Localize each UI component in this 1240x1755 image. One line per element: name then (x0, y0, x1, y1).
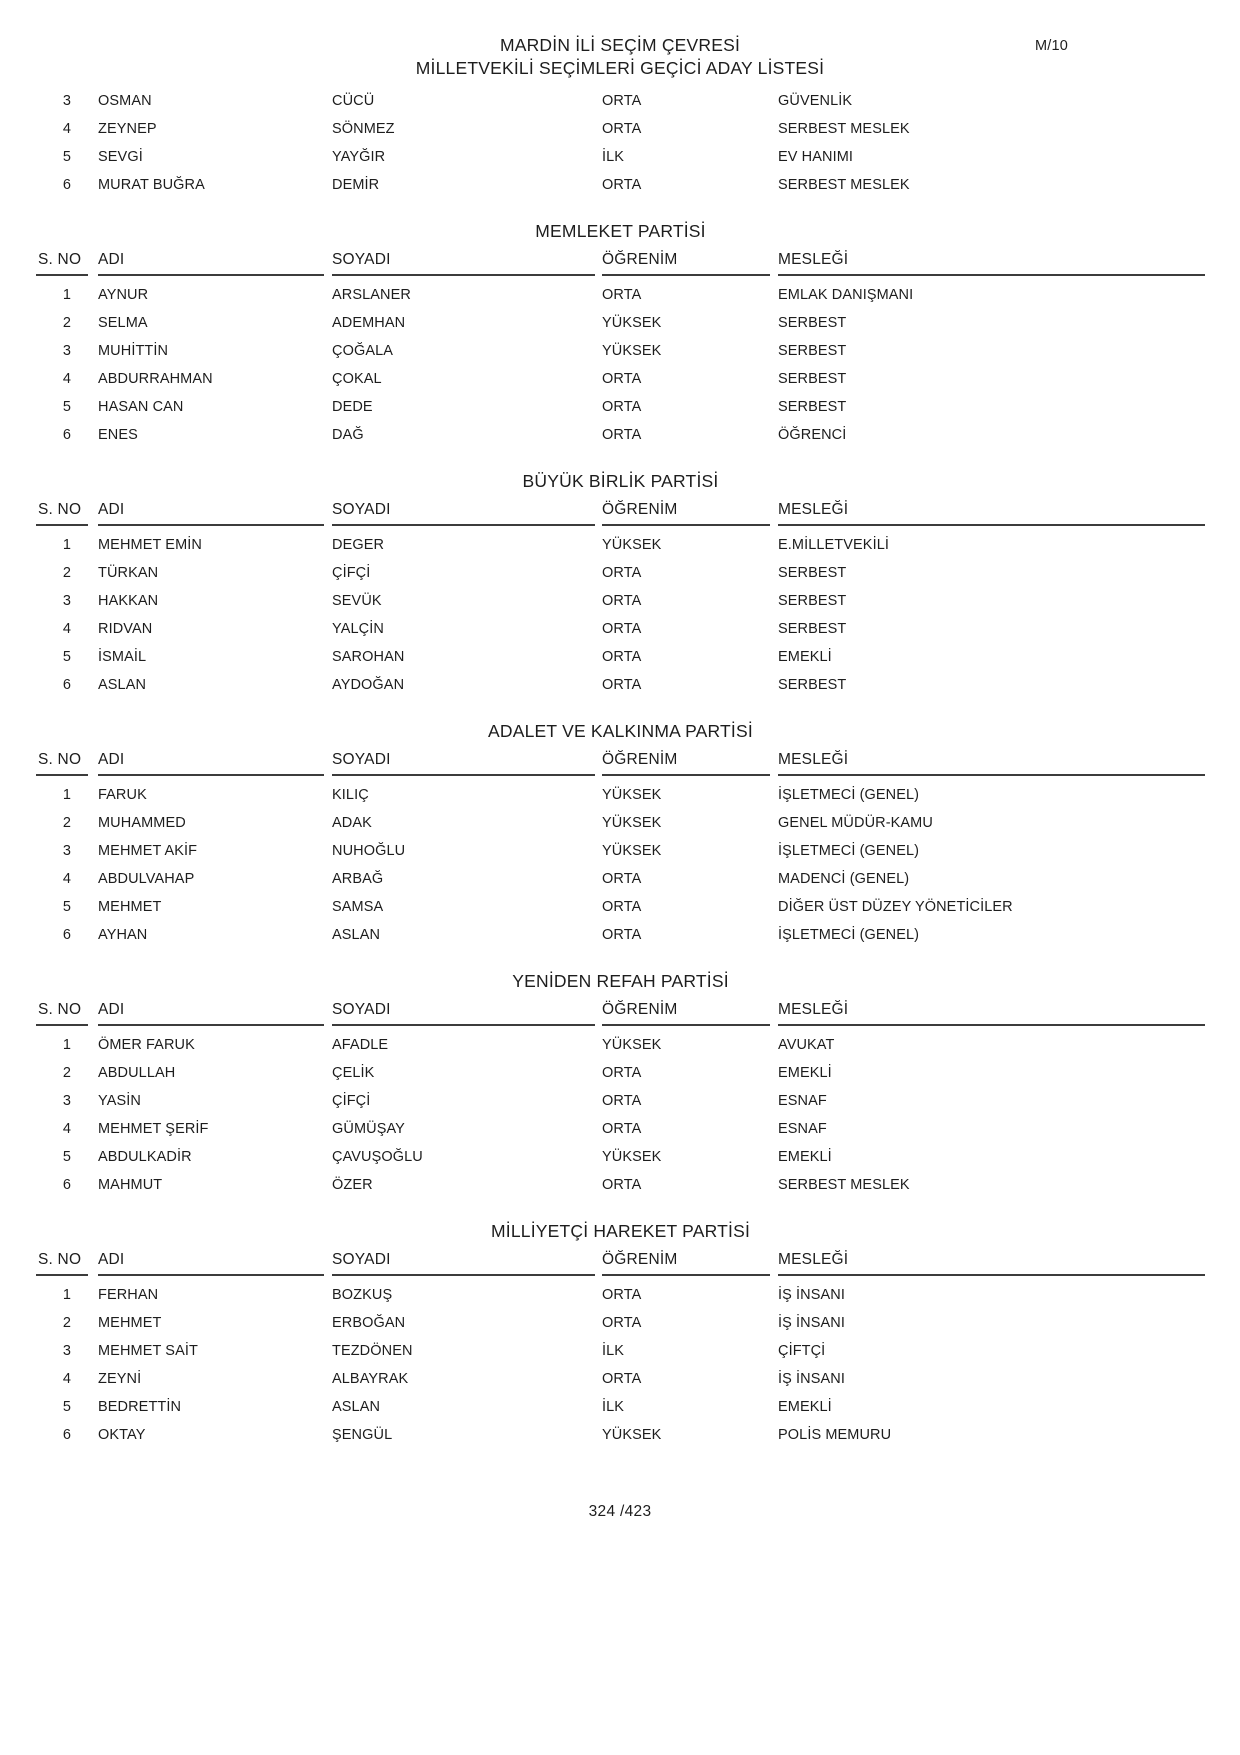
cell-ogrenim: ORTA (602, 677, 642, 693)
table-header-row (36, 501, 1205, 526)
cell-soyadi: ARSLANER (332, 287, 411, 303)
column-header-ogrenim: ÖĞRENİM (602, 1251, 770, 1276)
cell-ogrenim: ORTA (602, 1315, 642, 1331)
cell-sno: 4 (62, 1121, 72, 1137)
cell-sno: 6 (62, 1177, 72, 1193)
party-rows (36, 276, 1205, 449)
cell-meslegi: İŞLETMECİ (GENEL) (778, 787, 920, 803)
column-header-ogrenim: ÖĞRENİM (602, 251, 770, 276)
cell-sno: 5 (62, 1149, 72, 1165)
cell-ogrenim: İLK (602, 1399, 625, 1415)
column-header-adi: ADI (98, 1251, 324, 1276)
cell-meslegi: E.MİLLETVEKİLİ (778, 537, 889, 553)
cell-ogrenim: ORTA (602, 177, 642, 193)
cell-adi: ABDULVAHAP (98, 871, 195, 887)
cell-soyadi: ASLAN (332, 1399, 381, 1415)
cell-meslegi: SERBEST MESLEK (778, 1177, 910, 1193)
cell-ogrenim: ORTA (602, 427, 642, 443)
cell-ogrenim: YÜKSEK (602, 1427, 662, 1443)
cell-soyadi: AFADLE (332, 1037, 389, 1053)
cell-sno: 5 (62, 899, 72, 915)
cell-sno: 2 (62, 1315, 72, 1331)
cell-sno: 5 (62, 1399, 72, 1415)
column-header-sno: S. NO (36, 1001, 88, 1026)
cell-soyadi: ÇELİK (332, 1065, 375, 1081)
continuation-rows (36, 87, 1205, 199)
cell-sno: 1 (62, 787, 72, 803)
cell-adi: ZEYNEP (98, 121, 157, 137)
cell-meslegi: İŞLETMECİ (GENEL) (778, 843, 920, 859)
table-row (36, 365, 1205, 393)
cell-soyadi: SEVÜK (332, 593, 382, 609)
party-section (36, 1221, 1205, 1449)
cell-adi: MEHMET (98, 1315, 162, 1331)
cell-sno: 4 (62, 121, 72, 137)
cell-meslegi: EMLAK DANIŞMANI (778, 287, 914, 303)
cell-meslegi: İŞ İNSANI (778, 1287, 845, 1303)
cell-ogrenim: YÜKSEK (602, 843, 662, 859)
column-header-adi: ADI (98, 751, 324, 776)
cell-meslegi: EMEKLİ (778, 649, 832, 665)
party-sections (0, 221, 1240, 1449)
cell-sno: 1 (62, 287, 72, 303)
table-row (36, 837, 1205, 865)
cell-meslegi: SERBEST (778, 621, 847, 637)
cell-ogrenim: ORTA (602, 565, 642, 581)
cell-meslegi: EMEKLİ (778, 1149, 832, 1165)
column-header-soyadi: SOYADI (332, 251, 595, 276)
cell-soyadi: ÇOKAL (332, 371, 382, 387)
party-section (36, 471, 1205, 699)
table-row (36, 1171, 1205, 1199)
table-row (36, 1365, 1205, 1393)
table-row (36, 421, 1205, 449)
party-title: MEMLEKET PARTİSİ (535, 221, 706, 241)
cell-meslegi: SERBEST (778, 593, 847, 609)
table-row (36, 865, 1205, 893)
table-header-row (36, 1251, 1205, 1276)
cell-meslegi: İŞ İNSANI (778, 1371, 845, 1387)
column-header-ogrenim: ÖĞRENİM (602, 1001, 770, 1026)
cell-soyadi: DAĞ (332, 427, 364, 443)
cell-meslegi: MADENCİ (GENEL) (778, 871, 910, 887)
cell-meslegi: İŞ İNSANI (778, 1315, 845, 1331)
cell-adi: RIDVAN (98, 621, 153, 637)
cell-ogrenim: ORTA (602, 1371, 642, 1387)
table-header-row (36, 251, 1205, 276)
cell-ogrenim: YÜKSEK (602, 1149, 662, 1165)
column-header-meslegi: MESLEĞİ (778, 1001, 1205, 1026)
cell-meslegi: ÇİFTÇİ (778, 1343, 826, 1359)
cell-soyadi: ÇİFÇİ (332, 1093, 371, 1109)
cell-meslegi: AVUKAT (778, 1037, 835, 1053)
cell-ogrenim: ORTA (602, 399, 642, 415)
cell-meslegi: POLİS MEMURU (778, 1427, 892, 1443)
cell-soyadi: YALÇİN (332, 621, 384, 637)
cell-ogrenim: YÜKSEK (602, 1037, 662, 1053)
table-row (36, 337, 1205, 365)
table-row (36, 1115, 1205, 1143)
cell-soyadi: ADEMHAN (332, 315, 406, 331)
column-header-adi: ADI (98, 1001, 324, 1026)
party-rows (36, 1276, 1205, 1449)
cell-soyadi: YAYĞIR (332, 149, 386, 165)
table-row (36, 809, 1205, 837)
cell-meslegi: SERBEST (778, 677, 847, 693)
cell-sno: 3 (62, 593, 72, 609)
cell-adi: FARUK (98, 787, 147, 803)
party-title: MİLLİYETÇİ HAREKET PARTİSİ (490, 1221, 751, 1241)
cell-sno: 6 (62, 677, 72, 693)
cell-soyadi: SAROHAN (332, 649, 405, 665)
cell-adi: BEDRETTİN (98, 1399, 182, 1415)
table-row (36, 115, 1205, 143)
column-header-sno: S. NO (36, 501, 88, 526)
page-code: M/10 (1034, 38, 1068, 54)
cell-ogrenim: ORTA (602, 121, 642, 137)
cell-adi: MEHMET EMİN (98, 537, 202, 553)
cell-adi: MUHAMMED (98, 815, 186, 831)
cell-adi: MUHİTTİN (98, 343, 169, 359)
cell-soyadi: ERBOĞAN (332, 1315, 406, 1331)
cell-meslegi: EMEKLİ (778, 1065, 832, 1081)
cell-soyadi: NUHOĞLU (332, 843, 406, 859)
cell-sno: 3 (62, 343, 72, 359)
cell-adi: HAKKAN (98, 593, 159, 609)
cell-ogrenim: YÜKSEK (602, 315, 662, 331)
cell-soyadi: ÖZER (332, 1177, 373, 1193)
cell-soyadi: ÇOĞALA (332, 343, 394, 359)
cell-meslegi: GENEL MÜDÜR-KAMU (778, 815, 933, 831)
cell-meslegi: SERBEST (778, 565, 847, 581)
table-row (36, 615, 1205, 643)
table-row (36, 1059, 1205, 1087)
cell-soyadi: BOZKUŞ (332, 1287, 393, 1303)
cell-ogrenim: YÜKSEK (602, 537, 662, 553)
cell-ogrenim: İLK (602, 1343, 625, 1359)
cell-meslegi: SERBEST (778, 343, 847, 359)
cell-ogrenim: ORTA (602, 1093, 642, 1109)
party-rows (36, 526, 1205, 699)
column-header-soyadi: SOYADI (332, 751, 595, 776)
cell-soyadi: ADAK (332, 815, 372, 831)
cell-adi: ABDURRAHMAN (98, 371, 213, 387)
cell-meslegi: SERBEST (778, 399, 847, 415)
cell-soyadi: SÖNMEZ (332, 121, 395, 137)
table-row (36, 781, 1205, 809)
cell-sno: 1 (62, 1287, 72, 1303)
cell-sno: 2 (62, 565, 72, 581)
cell-sno: 4 (62, 371, 72, 387)
cell-ogrenim: ORTA (602, 1287, 642, 1303)
column-header-sno: S. NO (36, 751, 88, 776)
table-row (36, 1143, 1205, 1171)
cell-meslegi: GÜVENLİK (778, 93, 853, 109)
cell-sno: 1 (62, 1037, 72, 1053)
table-row (36, 1031, 1205, 1059)
cell-meslegi: EMEKLİ (778, 1399, 832, 1415)
cell-adi: MURAT BUĞRA (98, 177, 205, 193)
column-header-meslegi: MESLEĞİ (778, 1251, 1205, 1276)
cell-sno: 3 (62, 1093, 72, 1109)
table-row (36, 143, 1205, 171)
party-section (36, 721, 1205, 949)
page-title-line1: MARDİN İLİ SEÇİM ÇEVRESİ (499, 35, 741, 55)
cell-soyadi: KILIÇ (332, 787, 369, 803)
cell-adi: İSMAİL (98, 649, 147, 665)
cell-adi: ÖMER FARUK (98, 1037, 195, 1053)
cell-ogrenim: ORTA (602, 899, 642, 915)
cell-adi: SELMA (98, 315, 148, 331)
column-header-adi: ADI (98, 501, 324, 526)
table-row (36, 587, 1205, 615)
cell-sno: 4 (62, 621, 72, 637)
page-title-line2: MİLLETVEKİLİ SEÇİMLERİ GEÇİCİ ADAY LİSTESİ (415, 58, 825, 78)
cell-soyadi: CÜCÜ (332, 93, 375, 109)
cell-soyadi: ÇAVUŞOĞLU (332, 1149, 423, 1165)
cell-soyadi: AYDOĞAN (332, 677, 405, 693)
table-row (36, 281, 1205, 309)
cell-sno: 3 (62, 843, 72, 859)
cell-soyadi: ŞENGÜL (332, 1427, 393, 1443)
cell-adi: ABDULLAH (98, 1065, 176, 1081)
cell-ogrenim: ORTA (602, 1177, 642, 1193)
cell-ogrenim: YÜKSEK (602, 343, 662, 359)
cell-adi: ENES (98, 427, 138, 443)
page-number: 324 /423 (588, 1503, 652, 1520)
table-header-row (36, 751, 1205, 776)
table-row (36, 393, 1205, 421)
table-row (36, 531, 1205, 559)
cell-soyadi: DEDE (332, 399, 373, 415)
cell-ogrenim: ORTA (602, 593, 642, 609)
cell-adi: MEHMET ŞERİF (98, 1121, 209, 1137)
cell-sno: 2 (62, 315, 72, 331)
column-header-ogrenim: ÖĞRENİM (602, 501, 770, 526)
table-row (36, 893, 1205, 921)
cell-adi: AYNUR (98, 287, 149, 303)
column-header-soyadi: SOYADI (332, 501, 595, 526)
cell-meslegi: SERBEST MESLEK (778, 121, 910, 137)
cell-sno: 5 (62, 149, 72, 165)
cell-sno: 1 (62, 537, 72, 553)
cell-adi: ABDULKADİR (98, 1149, 192, 1165)
cell-adi: ASLAN (98, 677, 147, 693)
cell-sno: 4 (62, 1371, 72, 1387)
table-row (36, 309, 1205, 337)
cell-meslegi: İŞLETMECİ (GENEL) (778, 927, 920, 943)
cell-adi: SEVGİ (98, 149, 143, 165)
cell-adi: YASİN (98, 1093, 141, 1109)
table-row (36, 559, 1205, 587)
table-header-row (36, 1001, 1205, 1026)
table-row (36, 1309, 1205, 1337)
cell-meslegi: SERBEST MESLEK (778, 177, 910, 193)
cell-ogrenim: YÜKSEK (602, 787, 662, 803)
cell-sno: 2 (62, 815, 72, 831)
cell-sno: 6 (62, 1427, 72, 1443)
column-header-soyadi: SOYADI (332, 1251, 595, 1276)
column-header-meslegi: MESLEĞİ (778, 501, 1205, 526)
table-row (36, 1337, 1205, 1365)
party-title: YENİDEN REFAH PARTİSİ (512, 971, 729, 991)
party-title: ADALET VE KALKINMA PARTİSİ (488, 721, 753, 741)
table-row (36, 171, 1205, 199)
cell-ogrenim: YÜKSEK (602, 815, 662, 831)
party-rows (36, 776, 1205, 949)
party-title: BÜYÜK BİRLİK PARTİSİ (522, 471, 719, 491)
column-header-soyadi: SOYADI (332, 1001, 595, 1026)
cell-adi: MAHMUT (98, 1177, 163, 1193)
cell-meslegi: DİĞER ÜST DÜZEY YÖNETİCİLER (778, 899, 1013, 915)
column-header-meslegi: MESLEĞİ (778, 751, 1205, 776)
cell-sno: 6 (62, 427, 72, 443)
column-header-sno: S. NO (36, 251, 88, 276)
cell-ogrenim: ORTA (602, 871, 642, 887)
cell-soyadi: ARBAĞ (332, 871, 384, 887)
cell-sno: 3 (62, 1343, 72, 1359)
cell-adi: MEHMET SAİT (98, 1343, 198, 1359)
cell-meslegi: SERBEST (778, 371, 847, 387)
table-row (36, 1421, 1205, 1449)
cell-adi: MEHMET (98, 899, 162, 915)
cell-ogrenim: ORTA (602, 371, 642, 387)
cell-ogrenim: ORTA (602, 1065, 642, 1081)
column-header-sno: S. NO (36, 1251, 88, 1276)
cell-ogrenim: ORTA (602, 927, 642, 943)
cell-soyadi: GÜMÜŞAY (332, 1121, 405, 1137)
party-section (36, 971, 1205, 1199)
column-header-meslegi: MESLEĞİ (778, 251, 1205, 276)
cell-adi: OKTAY (98, 1427, 146, 1443)
table-row (36, 921, 1205, 949)
cell-ogrenim: ORTA (602, 287, 642, 303)
cell-sno: 6 (62, 177, 72, 193)
cell-meslegi: SERBEST (778, 315, 847, 331)
cell-ogrenim: İLK (602, 149, 625, 165)
cell-meslegi: EV HANIMI (778, 149, 854, 165)
column-header-adi: ADI (98, 251, 324, 276)
cell-sno: 5 (62, 399, 72, 415)
table-row (36, 671, 1205, 699)
cell-soyadi: ÇİFÇİ (332, 565, 371, 581)
table-row (36, 1393, 1205, 1421)
cell-soyadi: TEZDÖNEN (332, 1343, 413, 1359)
cell-soyadi: SAMSA (332, 899, 384, 915)
table-row (36, 1087, 1205, 1115)
cell-adi: TÜRKAN (98, 565, 159, 581)
cell-adi: FERHAN (98, 1287, 159, 1303)
cell-ogrenim: ORTA (602, 621, 642, 637)
cell-sno: 6 (62, 927, 72, 943)
cell-sno: 4 (62, 871, 72, 887)
table-row (36, 1281, 1205, 1309)
cell-soyadi: DEGER (332, 537, 385, 553)
table-row (36, 643, 1205, 671)
cell-adi: HASAN CAN (98, 399, 184, 415)
column-header-ogrenim: ÖĞRENİM (602, 751, 770, 776)
table-row (36, 87, 1205, 115)
cell-meslegi: ESNAF (778, 1093, 827, 1109)
cell-soyadi: ASLAN (332, 927, 381, 943)
cell-ogrenim: ORTA (602, 93, 642, 109)
cell-soyadi: ALBAYRAK (332, 1371, 409, 1387)
cell-soyadi: DEMİR (332, 177, 380, 193)
cell-adi: ZEYNİ (98, 1371, 142, 1387)
cell-adi: MEHMET AKİF (98, 843, 198, 859)
cell-ogrenim: ORTA (602, 1121, 642, 1137)
party-section (36, 221, 1205, 449)
cell-ogrenim: ORTA (602, 649, 642, 665)
cell-sno: 3 (62, 93, 72, 109)
cell-sno: 5 (62, 649, 72, 665)
cell-sno: 2 (62, 1065, 72, 1081)
cell-meslegi: ESNAF (778, 1121, 827, 1137)
cell-meslegi: ÖĞRENCİ (778, 427, 847, 443)
cell-adi: AYHAN (98, 927, 148, 943)
cell-adi: OSMAN (98, 93, 152, 109)
party-rows (36, 1026, 1205, 1199)
